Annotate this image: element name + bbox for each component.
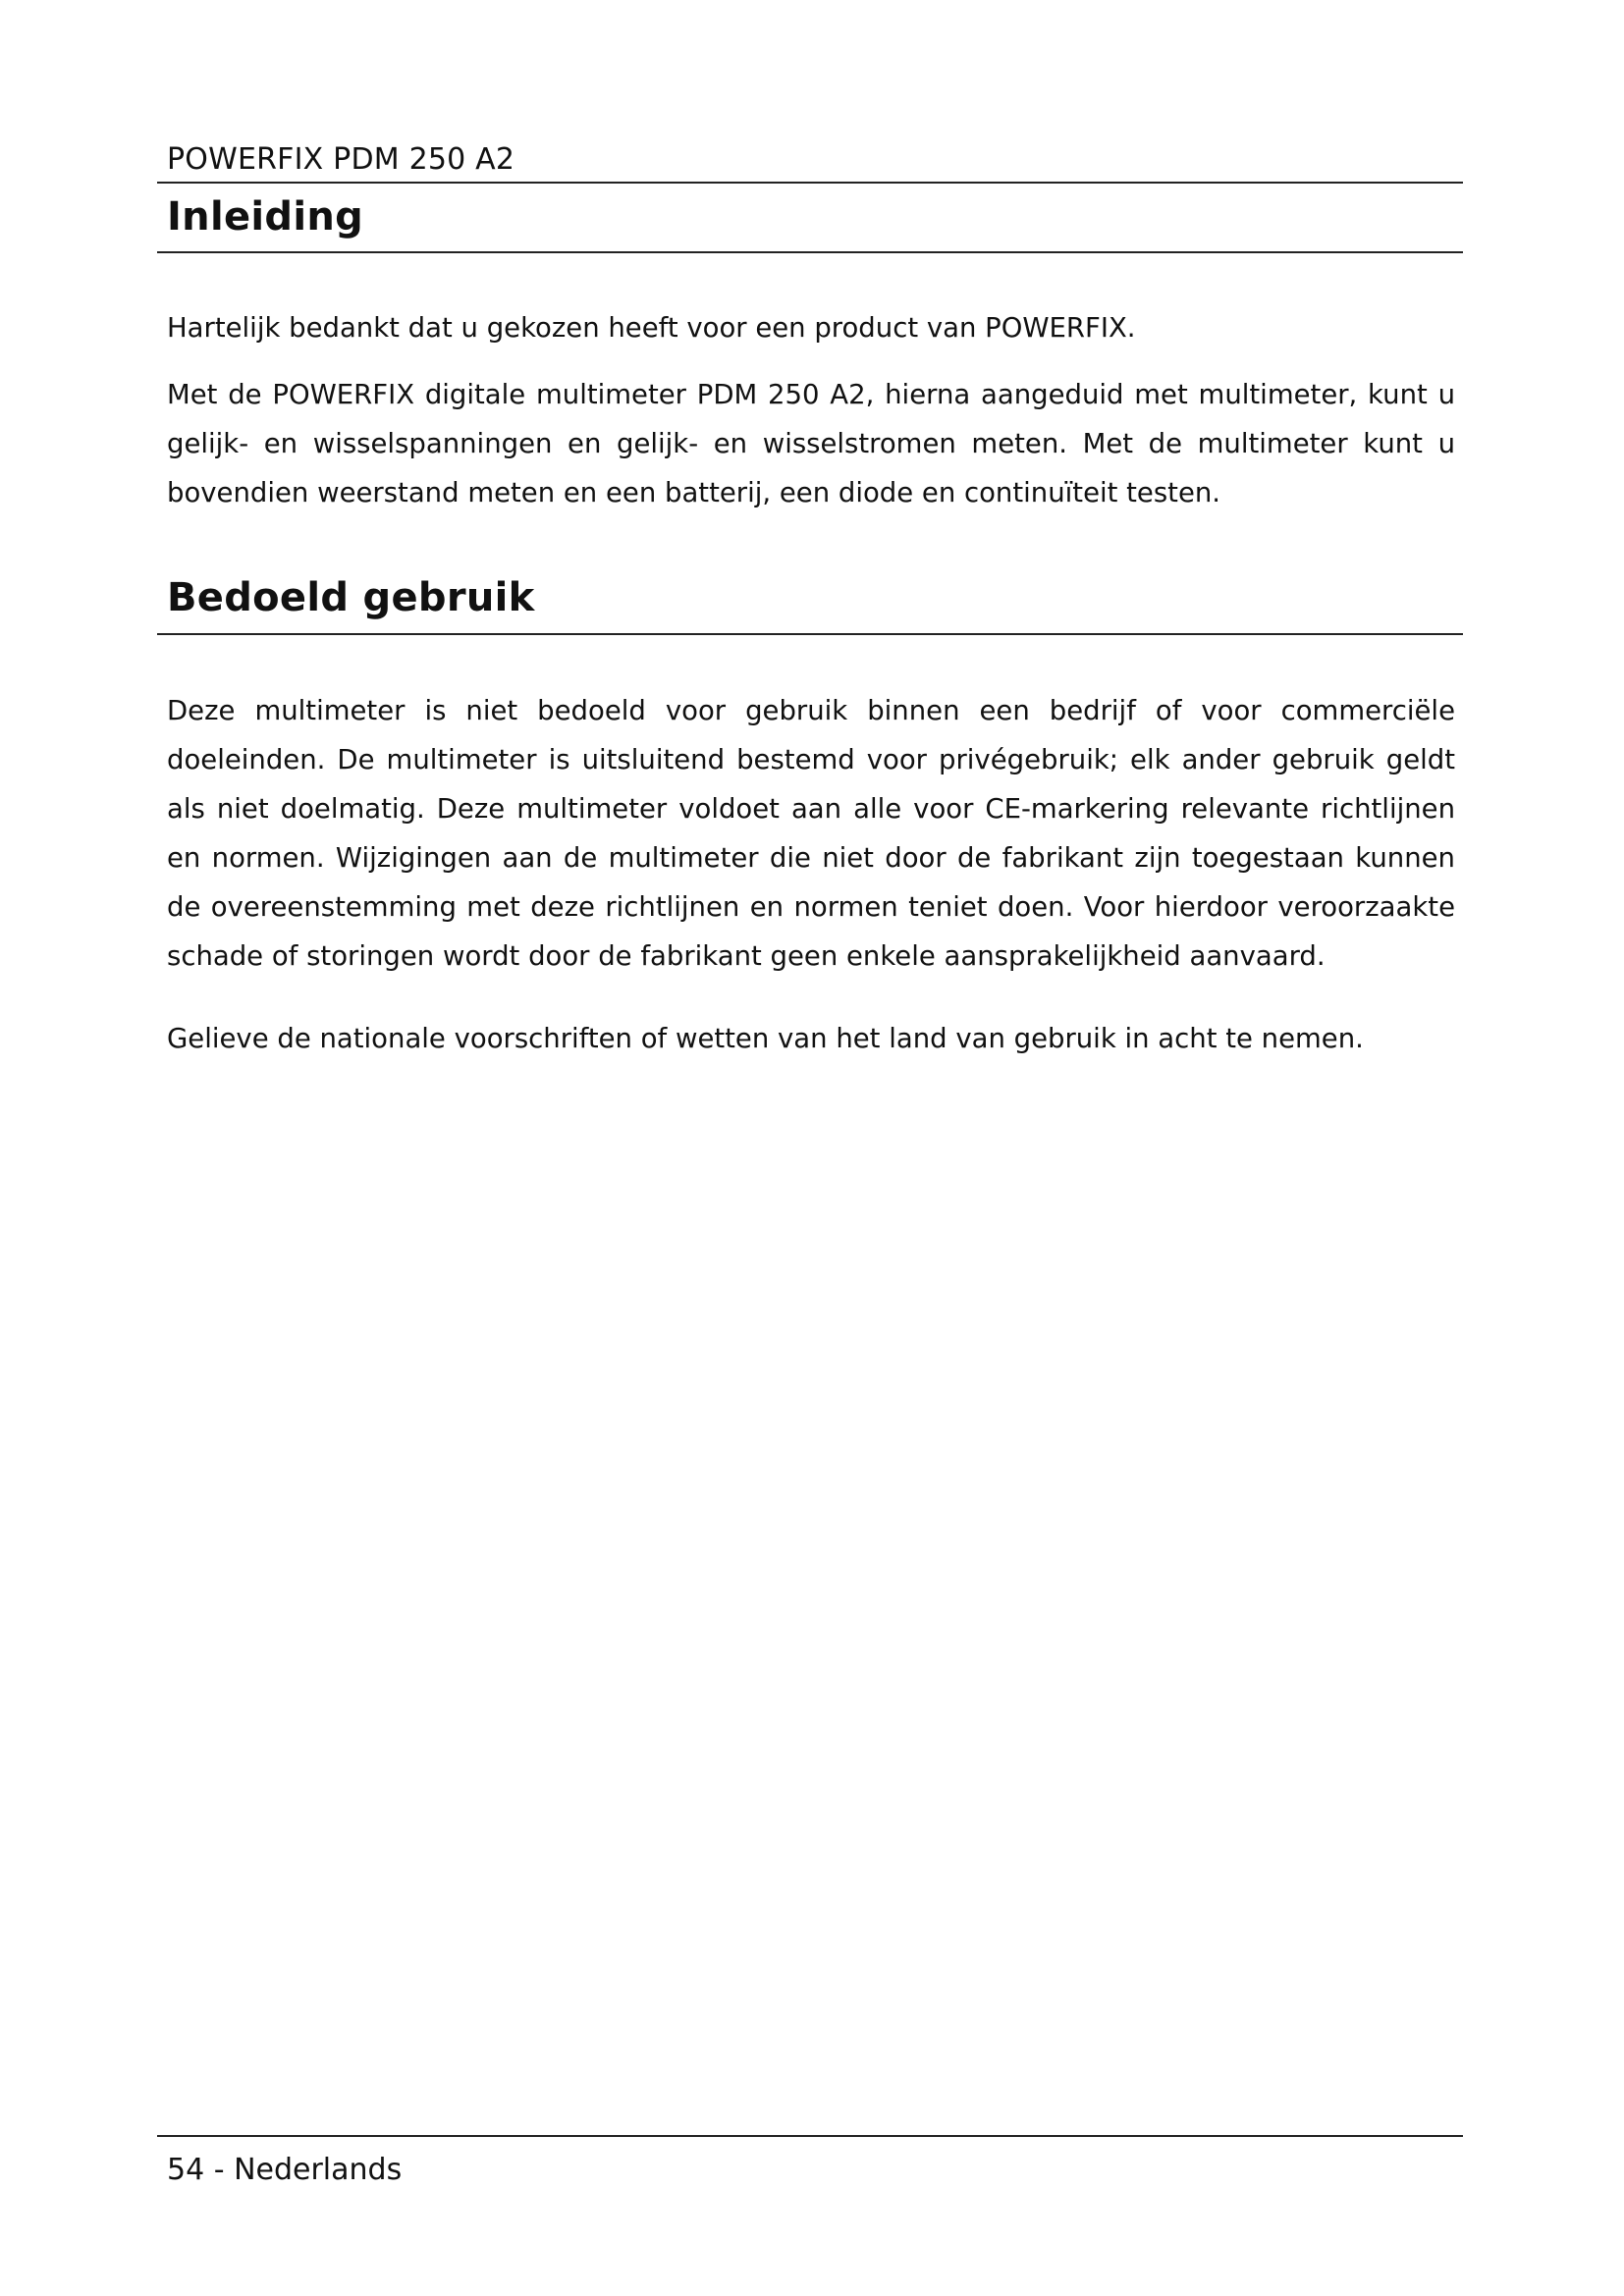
paragraph-intro-thanks: Hartelijk bedankt dat u gekozen heeft voor een product van POWERFIX. [167, 312, 1136, 344]
paragraph-intended-use: Deze multimeter is niet bedoeld voor gebruik binnen een bedrijf of voor commerciële doeleinden. De multimeter is uitsluitend bestemd voor privégebruik; elk ander gebruik geldt als niet doelmatig. Deze multimeter voldoet aan alle voor CE-markering relevante richtlijnen en normen. Wijzigingen aan de multimeter die niet door de fabrikant zijn toegestaan kunnen de overeenstemming met deze richtlijnen en normen teniet doen. Voor hierdoor veroorzaakte schade of storingen wordt door de fabrikant geen enkele aansprakelijkheid aanvaard. [167, 695, 1455, 972]
paragraph-intro-description: Met de POWERFIX digitale multimeter PDM 250 A2, hierna aangeduid met multimeter, kunt u gelijk- en wisselspanningen en gelijk- en wisselstromen meten. Met de multimeter kunt u bovendien weerstand meten en een batterij, een diode en continuïteit testen. [167, 379, 1455, 508]
section-rule-bedoeld-gebruik [157, 633, 1463, 635]
section-title-inleiding: Inleiding [167, 194, 364, 240]
header-rule [157, 182, 1463, 184]
running-header: POWERFIX PDM 250 A2 [167, 142, 515, 177]
paragraph-national-regulations: Gelieve de nationale voorschriften of wetten van het land van gebruik in acht te nemen. [167, 1023, 1364, 1054]
footer-rule [157, 2135, 1463, 2137]
page-footer: 54 - Nederlands [167, 2153, 403, 2187]
section-rule-inleiding [157, 251, 1463, 253]
section-title-bedoeld-gebruik: Bedoeld gebruik [167, 575, 535, 620]
